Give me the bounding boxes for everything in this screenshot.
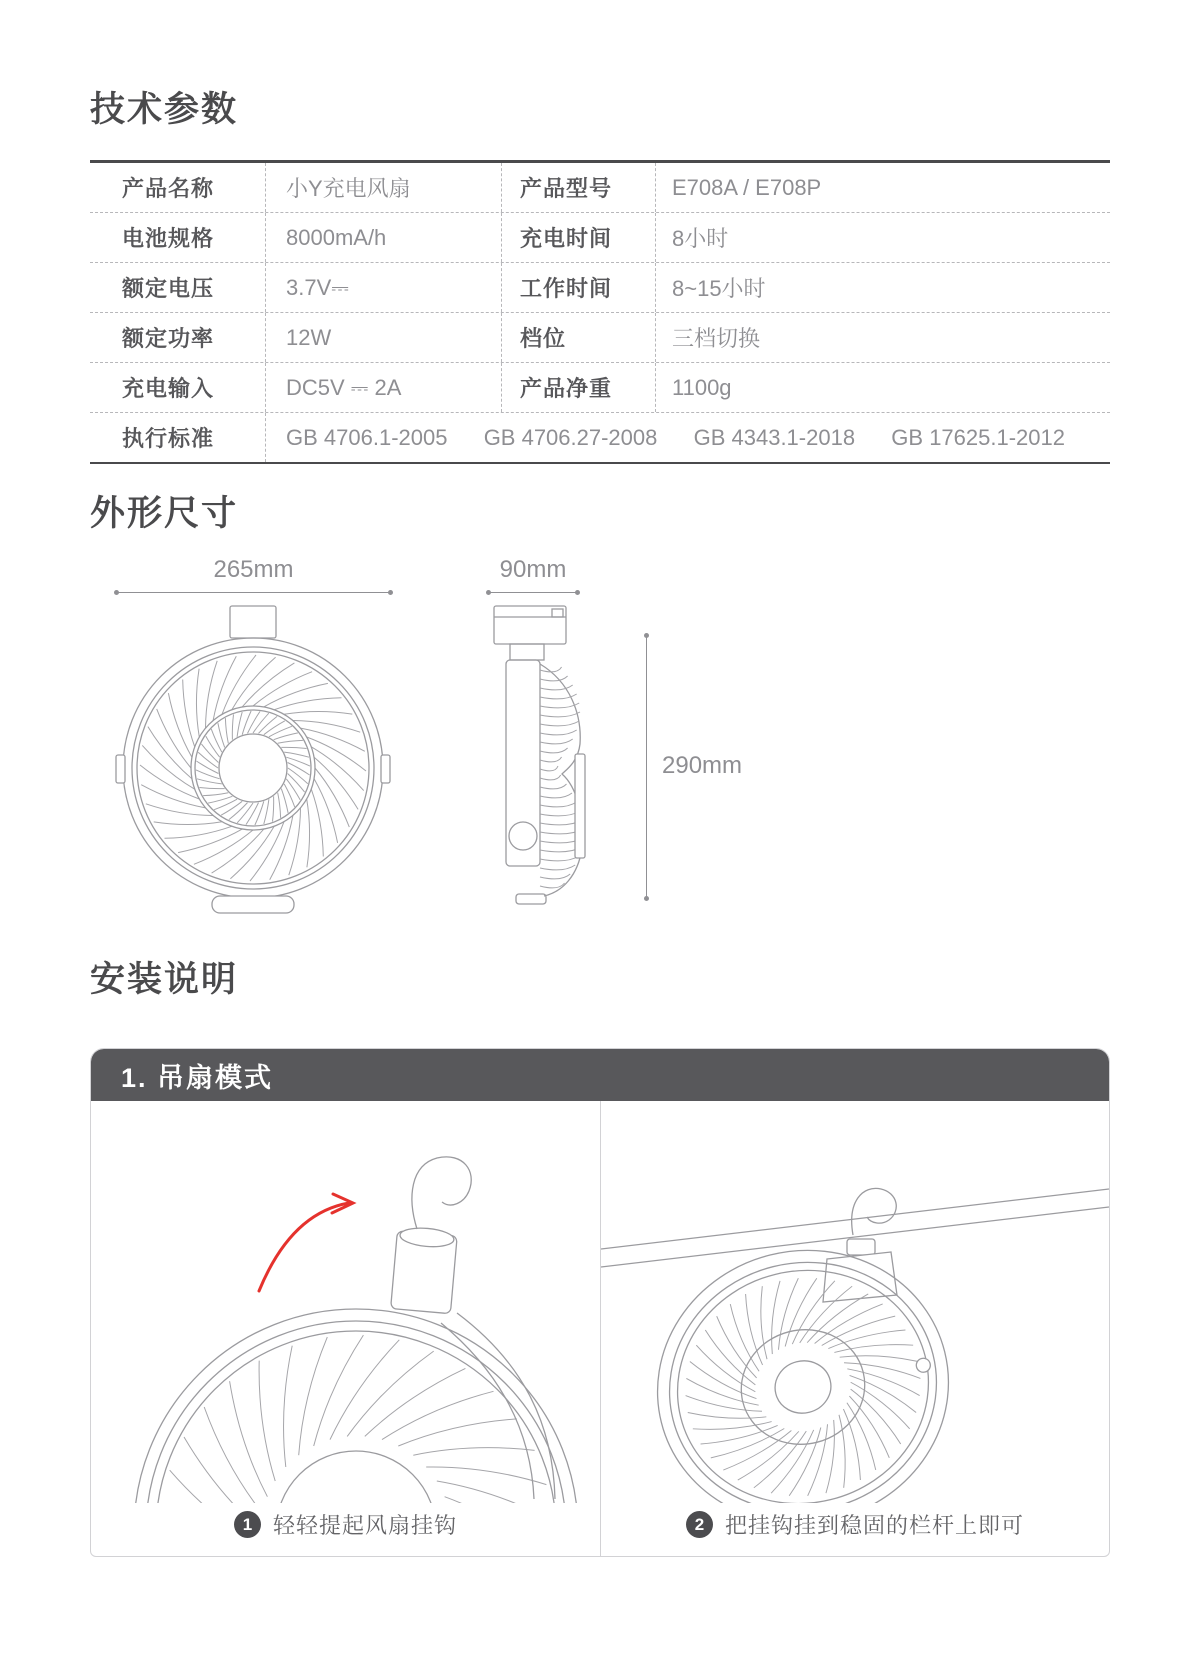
spec-value: 8000mA/h: [265, 213, 501, 262]
spec-label: 工作时间: [501, 263, 655, 312]
spec-value: E708A / E708P: [655, 163, 1110, 212]
step-number-badge: 2: [686, 1511, 713, 1538]
spec-row: [90, 213, 1110, 263]
step-number-badge: 1: [234, 1511, 261, 1538]
product-spec-page: [90, 0, 1110, 1557]
spec-label: 产品型号: [501, 163, 655, 212]
front-width-dimension-line: [115, 592, 392, 593]
step-panel-1: [91, 1101, 600, 1556]
spec-value: DC5V ⎓ 2A: [265, 363, 501, 412]
spec-row: [90, 363, 1110, 413]
specs-table: [90, 160, 1110, 464]
side-width-label: 90mm: [499, 556, 567, 583]
spec-row: [90, 263, 1110, 313]
spec-value: 1100g: [655, 363, 1110, 412]
spec-value: 8小时: [655, 213, 1110, 262]
spec-value: 小Y充电风扇: [265, 163, 501, 212]
spec-label: 充电时间: [501, 213, 655, 262]
step-caption: 轻轻提起风扇挂钩: [272, 1513, 457, 1538]
specs-title: 技术参数: [90, 90, 239, 129]
spec-label: 执行标准: [122, 426, 215, 451]
install-box: [90, 1048, 1110, 1557]
spec-label: 额定电压: [122, 276, 215, 301]
standards-values: [265, 413, 1110, 462]
spec-value: 8~15小时: [655, 263, 1110, 312]
spec-label: 充电输入: [122, 376, 215, 401]
standard-value: GB 4343.1-2018: [693, 424, 856, 450]
spec-label: 产品名称: [122, 176, 215, 201]
spec-label: 档位: [501, 313, 655, 362]
side-width-dimension-line: [487, 592, 579, 593]
step-panel-2: [600, 1101, 1109, 1556]
step1-caption-row: [91, 1509, 600, 1540]
step1-illustration: [91, 1101, 600, 1503]
mode-header-label: 1. 吊扇模式: [121, 1062, 274, 1093]
install-panels: [91, 1101, 1109, 1556]
step2-illustration: [601, 1101, 1110, 1503]
dimensions-title: 外形尺寸: [90, 494, 239, 533]
side-height-dimension-line: [646, 634, 647, 900]
spec-row: [90, 313, 1110, 363]
spec-row: [90, 163, 1110, 213]
fan-front-view-drawing: [114, 602, 392, 922]
spec-label: 电池规格: [122, 226, 215, 251]
step-caption: 把挂钩挂到稳固的栏杆上即可: [724, 1513, 1024, 1538]
standard-value: GB 17625.1-2012: [891, 424, 1065, 450]
spec-value: 12W: [265, 313, 501, 362]
fan-side-view-drawing: [478, 604, 594, 906]
install-title: 安装说明: [90, 960, 239, 999]
spec-value: 三档切换: [655, 313, 1110, 362]
spec-row-standards: [90, 413, 1110, 462]
front-width-label: 265mm: [213, 556, 294, 583]
step2-caption-row: [601, 1509, 1109, 1540]
dimensions-figures: [90, 556, 1110, 928]
spec-label: 产品净重: [501, 363, 655, 412]
standard-value: GB 4706.27-2008: [483, 424, 658, 450]
spec-value: 3.7V⎓: [265, 263, 501, 312]
spec-label: 额定功率: [122, 326, 215, 351]
side-height-label: 290mm: [662, 752, 743, 779]
standard-value: GB 4706.1-2005: [286, 424, 448, 450]
mode-header: [91, 1049, 1109, 1101]
